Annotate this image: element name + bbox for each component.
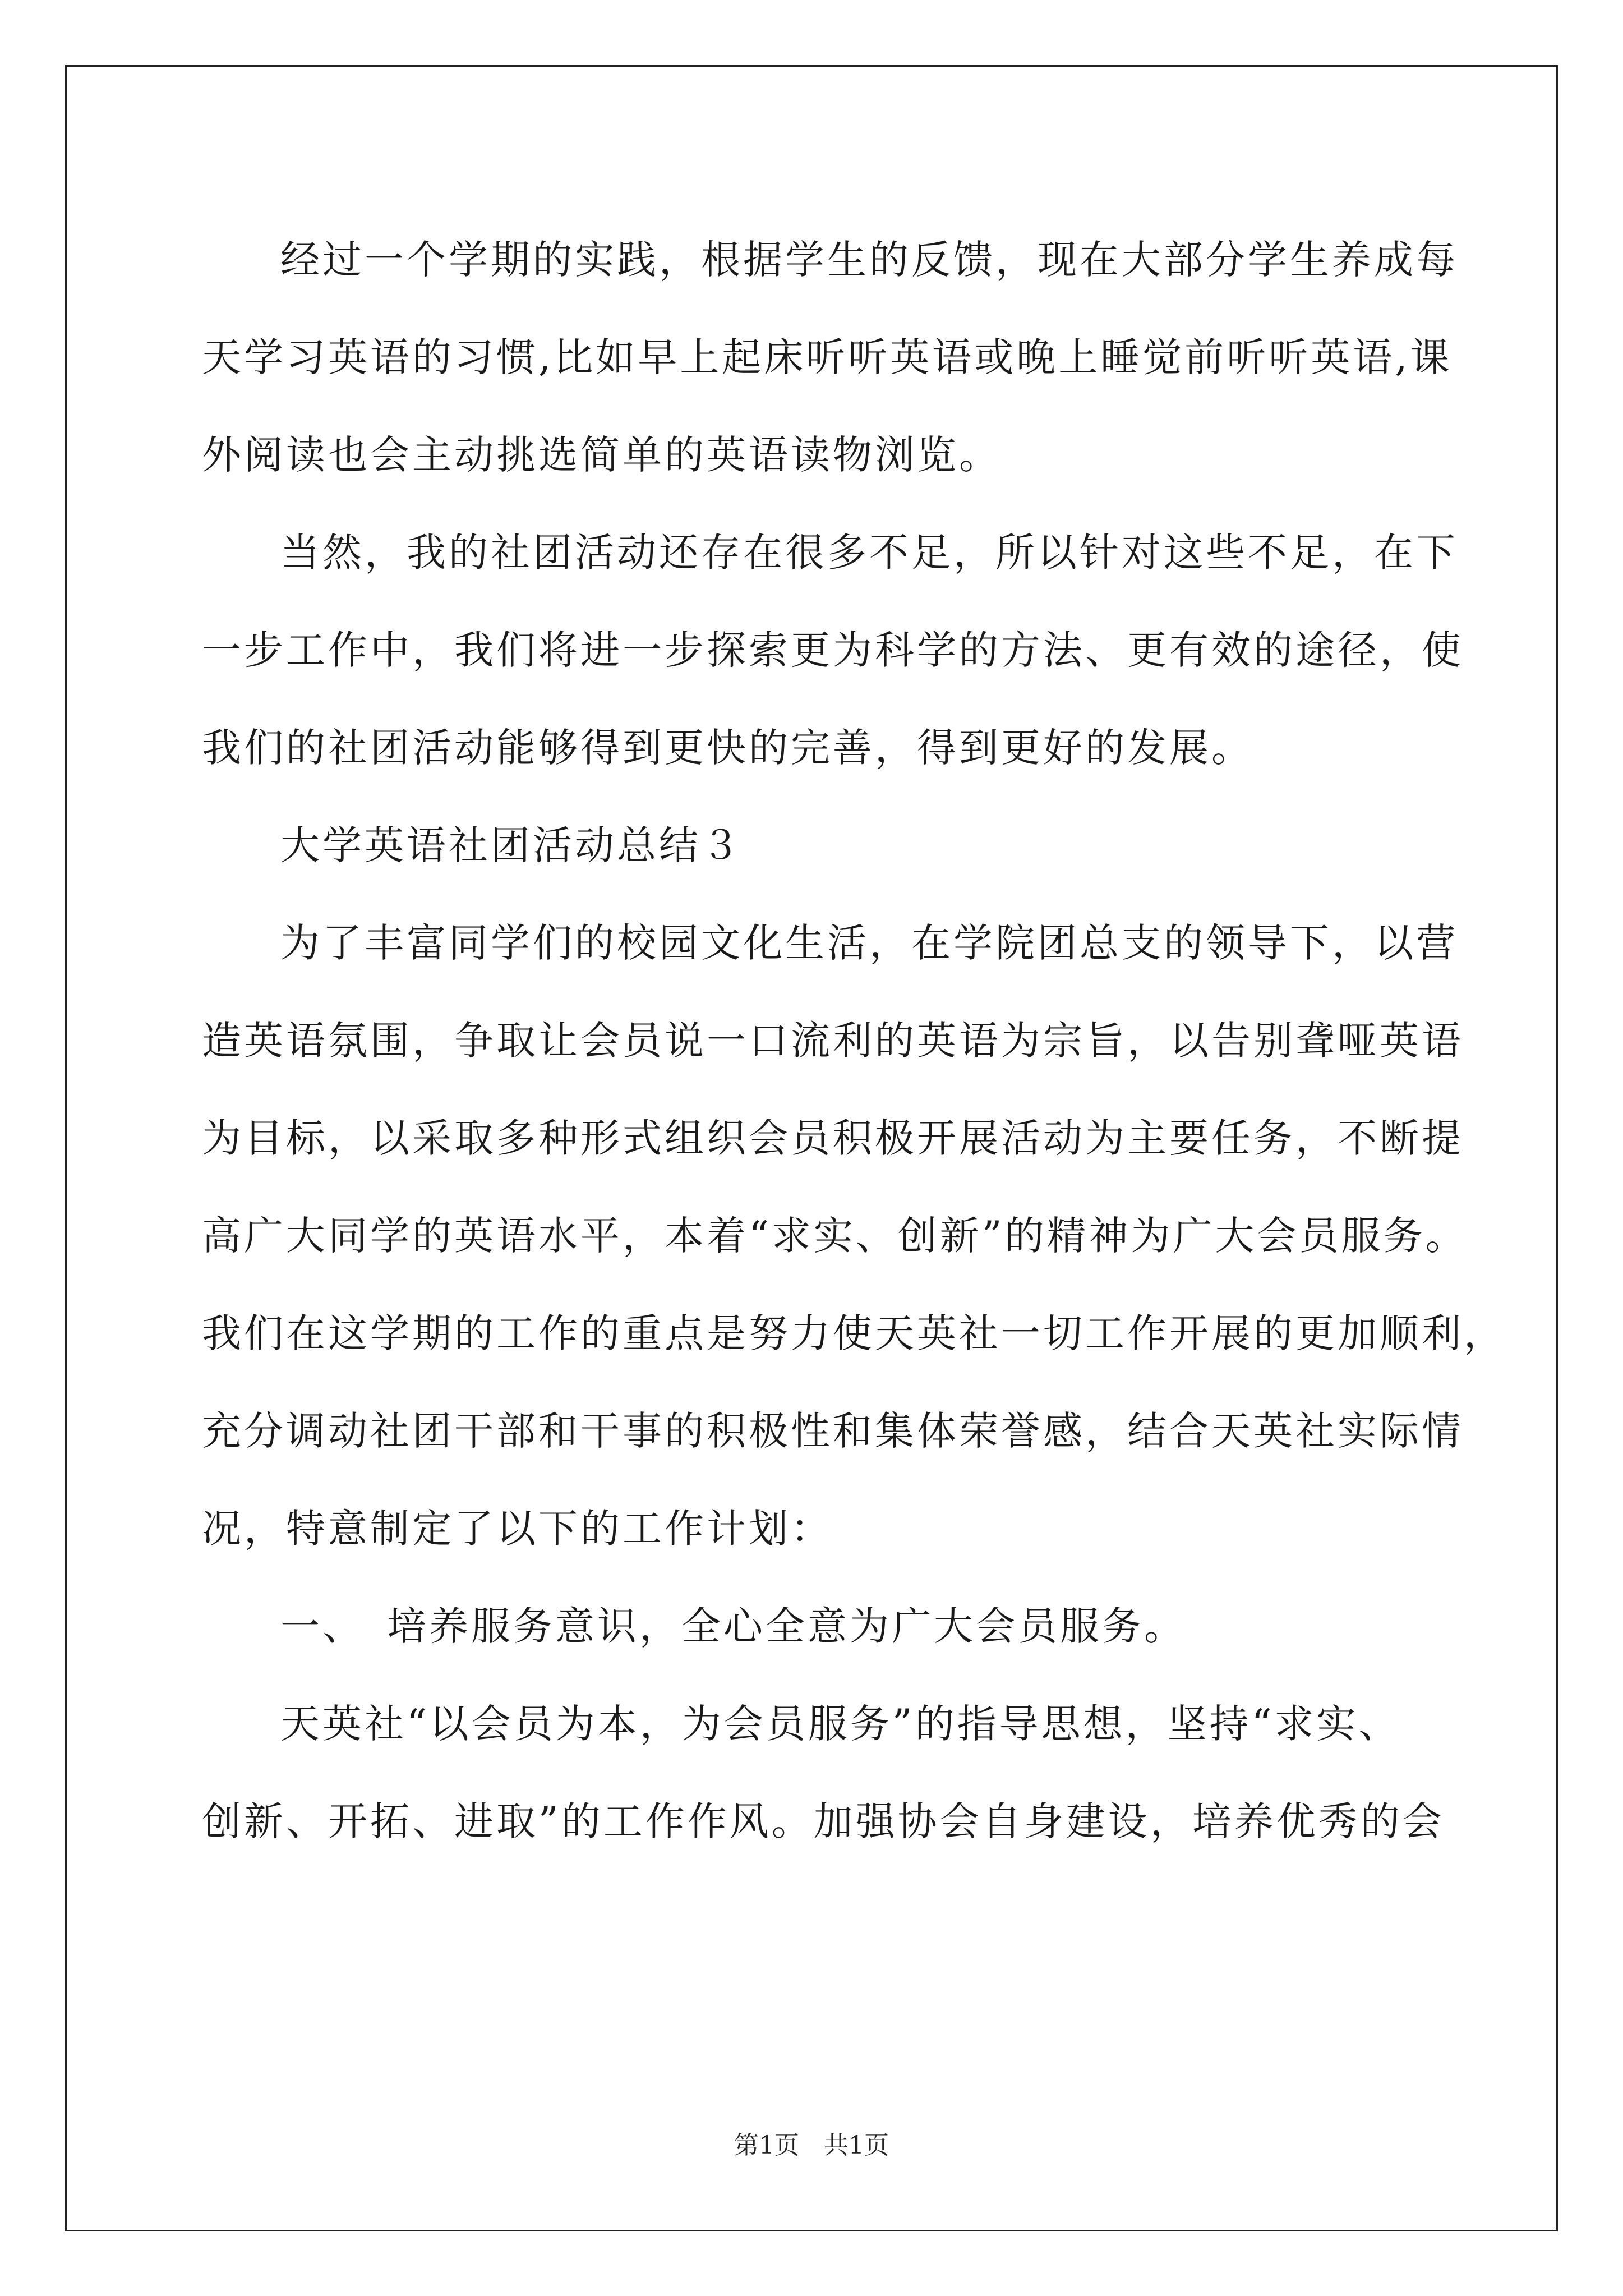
body-text-line: 当然，我的社团活动还存在很多不足，所以针对这些不足，在下: [280, 530, 1458, 576]
body-text-line: 况，特意制定了以下的工作计划：: [202, 1506, 833, 1552]
document-body: [202, 211, 1506, 1870]
body-text-line: 造英语氛围，争取让会员说一口流利的英语为宗旨，以告别聋哑英语: [202, 1018, 1464, 1064]
body-text-line: 为目标，以采取多种形式组织会员积极开展活动为主要任务，不断提: [202, 1115, 1464, 1161]
body-text-line: 外阅读也会主动挑选简单的英语读物浏览。: [202, 432, 1001, 478]
list-item-heading: 一、 培养服务意识，全心全意为广大会员服务。: [280, 1603, 1186, 1649]
section-heading: 大学英语社团活动总结３: [280, 822, 743, 868]
body-text-line: 一步工作中，我们将进一步探索更为科学的方法、更有效的途径，使: [202, 627, 1464, 673]
body-text-line: 高广大同学的英语水平，本着“求实、创新”的精神为广大会员服务。: [202, 1213, 1468, 1259]
page-number: 第1页: [734, 2131, 799, 2160]
page-footer: [0, 2125, 1623, 2161]
body-text-line: 充分调动社团干部和干事的积极性和集体荣誉感，结合天英社实际情: [202, 1408, 1464, 1454]
body-text-line: 创新、开拓、进取”的工作作风。加强协会自身建设，培养优秀的会: [202, 1798, 1445, 1844]
body-text-line: 经过一个学期的实践，根据学生的反馈，现在大部分学生养成每: [280, 237, 1458, 283]
page-total: 共1页: [824, 2131, 889, 2160]
body-text-line: 为了丰富同学们的校园文化生活，在学院团总支的领导下，以营: [280, 920, 1458, 966]
body-text-line: 我们的社团活动能够得到更快的完善，得到更好的发展。: [202, 725, 1253, 771]
body-text-line: 我们在这学期的工作的重点是努力使天英社一切工作开展的更加顺利，: [202, 1310, 1506, 1356]
body-text-line: 天英社“以会员为本，为会员服务”的指导思想，坚持“求实、: [280, 1701, 1401, 1747]
body-text-line: 天学习英语的习惯,比如早上起床听听英语或晚上睡觉前听听英语,课: [202, 334, 1453, 380]
